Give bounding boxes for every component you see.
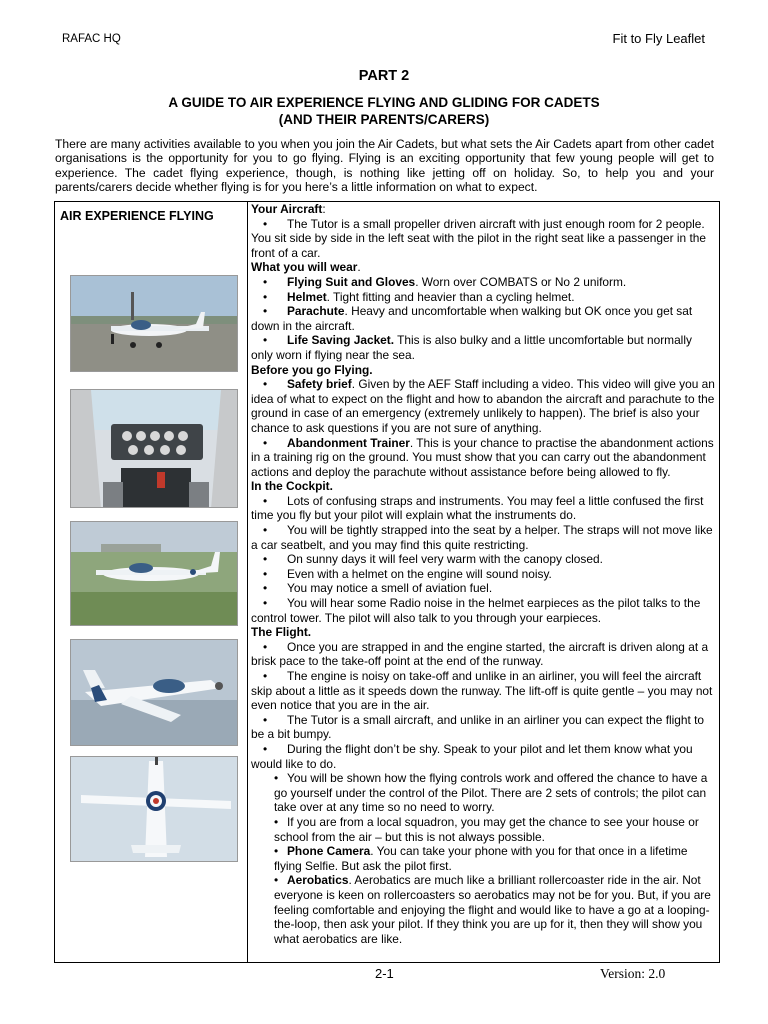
list-item: • The Tutor is a small aircraft, and unlike in an airliner you can expect the flight to be a bit bumpy. bbox=[251, 712, 705, 742]
list-item: • You will hear some Radio noise in the helmet earpieces as the pilot talks to the control tower. The pilot will also talk to you through your earpieces. bbox=[251, 596, 701, 625]
page-title: A GUIDE TO AIR EXPERIENCE FLYING AND GLIDING FOR CADETS bbox=[168, 95, 600, 110]
left-column-title: AIR EXPERIENCE FLYING bbox=[60, 209, 214, 223]
list-item: • Lots of confusing straps and instruments. You may feel a little confused the first time you fly but your pilot will explain what the instruments do. bbox=[251, 493, 704, 523]
section-heading-aircraft: Your Aircraft bbox=[251, 202, 323, 216]
list-item: • The Tutor is a small propeller driven aircraft with just enough room for 2 people. You sit side by side in the left seat with the pilot in the right seat like a passenger in the front of a car. bbox=[251, 216, 706, 260]
section-heading-before: Before you go Flying. bbox=[251, 362, 373, 377]
sub-list-item: • If you are from a local squadron, you may get the chance to see your house or school from the air – but this is not always possible. bbox=[274, 814, 699, 844]
sub-list-item: • Aerobatics. Aerobatics are much like a brilliant rollercoaster ride in the air. Not everyone is keen on rollercoasters so aerobatics may not be for you. But, if you are feeling comfortable and enjoying the flight and would like to have a go at a looping-the-loop, then ask your pilot. If they think you are up for it, then they will show you what aerobatics are like. bbox=[274, 873, 711, 946]
list-item: • During the flight don’t be shy. Speak to your pilot and let them know what you would like to do. bbox=[251, 741, 693, 771]
heading-period: . bbox=[357, 260, 361, 275]
list-item: • Abandonment Trainer. This is your chance to practise the abandonment actions in a training rig on the ground. You must show that you can carry out the abandonment actions and deploy the parachute without assistance before being allowed to fly. bbox=[251, 435, 714, 479]
list-item: • You may notice a smell of aviation fuel. bbox=[263, 581, 493, 596]
intro-paragraph: There are many activities available to you when you join the Air Cadets, but what sets the Air Cadets apart from other cadet organisations is the opportunity for you to go flying. Flying is an exciting opportunity that few young people will get to experience. The cadet flying experience, though, is nothing like jetting off on holiday. So, to help you and your parents/carers decide whether flying is for you here’s a little information on what to expect. bbox=[55, 137, 714, 195]
section-heading-cockpit: In the Cockpit. bbox=[251, 479, 333, 494]
list-item: • Once you are strapped in and the engine started, the aircraft is driven along at a brisk pace to the take-off point at the end of the runway. bbox=[251, 639, 709, 669]
list-item: • Helmet. Tight fitting and heavier than a cycling helmet. bbox=[263, 289, 575, 304]
header-doc-title: Fit to Fly Leaflet bbox=[612, 31, 705, 46]
page-subtitle: (AND THEIR PARENTS/CARERS) bbox=[278, 112, 490, 127]
list-item: • Safety brief. Given by the AEF Staff including a video. This video will give you an idea of what to expect on the flight and how to abandon the aircraft and parachute to the ground in case of an emergency (extremely unlikely to happen). The brief is also your chance to ask questions if you are not sure of anything. bbox=[251, 377, 715, 435]
list-item: • On sunny days it will feel very warm with the canopy closed. bbox=[263, 552, 603, 567]
photo-aircraft-ground bbox=[70, 275, 238, 372]
list-item: • Parachute. Heavy and uncomfortable when walking but OK once you get sat down in the aircraft. bbox=[251, 304, 693, 333]
version-label: Version: 2.0 bbox=[600, 966, 666, 981]
content-table bbox=[54, 201, 720, 963]
list-item: • Even with a helmet on the engine will sound noisy. bbox=[263, 566, 552, 581]
right-column-content bbox=[251, 202, 717, 946]
list-item: • Flying Suit and Gloves. Worn over COMBATS or No 2 uniform. bbox=[263, 274, 627, 289]
header-org: RAFAC HQ bbox=[62, 33, 121, 45]
sub-list-item: • Phone Camera. You can take your phone with you for that once in a lifetime flying Selfie. But ask the pilot first. bbox=[274, 844, 688, 873]
section-heading-flight: The Flight. bbox=[251, 625, 312, 640]
list-item: • Life Saving Jacket. This is also bulky and a little uncomfortable but normally only worn if flying near the sea. bbox=[251, 333, 692, 362]
sub-list-item: • You will be shown how the flying controls work and offered the chance to have a go yourself under the control of the Pilot. There are 2 sets of controls; the pilot can take over at any time so no need to worry. bbox=[274, 771, 708, 815]
photo-aerobatic-aircraft bbox=[70, 756, 238, 862]
photo-cockpit bbox=[70, 389, 238, 508]
section-heading-wear: What you will wear bbox=[251, 260, 358, 275]
list-item: • The engine is noisy on take-off and unlike in an airliner, you will feel the aircraft skip about a little as it speeds down the runway. The lift-off is quite gentle – you may not even notice that you are in the air. bbox=[251, 669, 713, 713]
page-number: 2-1 bbox=[375, 966, 394, 981]
heading-colon: : bbox=[322, 202, 326, 216]
photo-aircraft-landing bbox=[70, 521, 238, 626]
photo-aircraft-in-flight bbox=[70, 639, 238, 746]
part-heading: PART 2 bbox=[358, 68, 410, 84]
column-divider bbox=[247, 202, 248, 962]
list-item: • You will be tightly strapped into the seat by a helper. The straps will not move like a car seatbelt, and you may find this quite restricting. bbox=[251, 523, 713, 552]
